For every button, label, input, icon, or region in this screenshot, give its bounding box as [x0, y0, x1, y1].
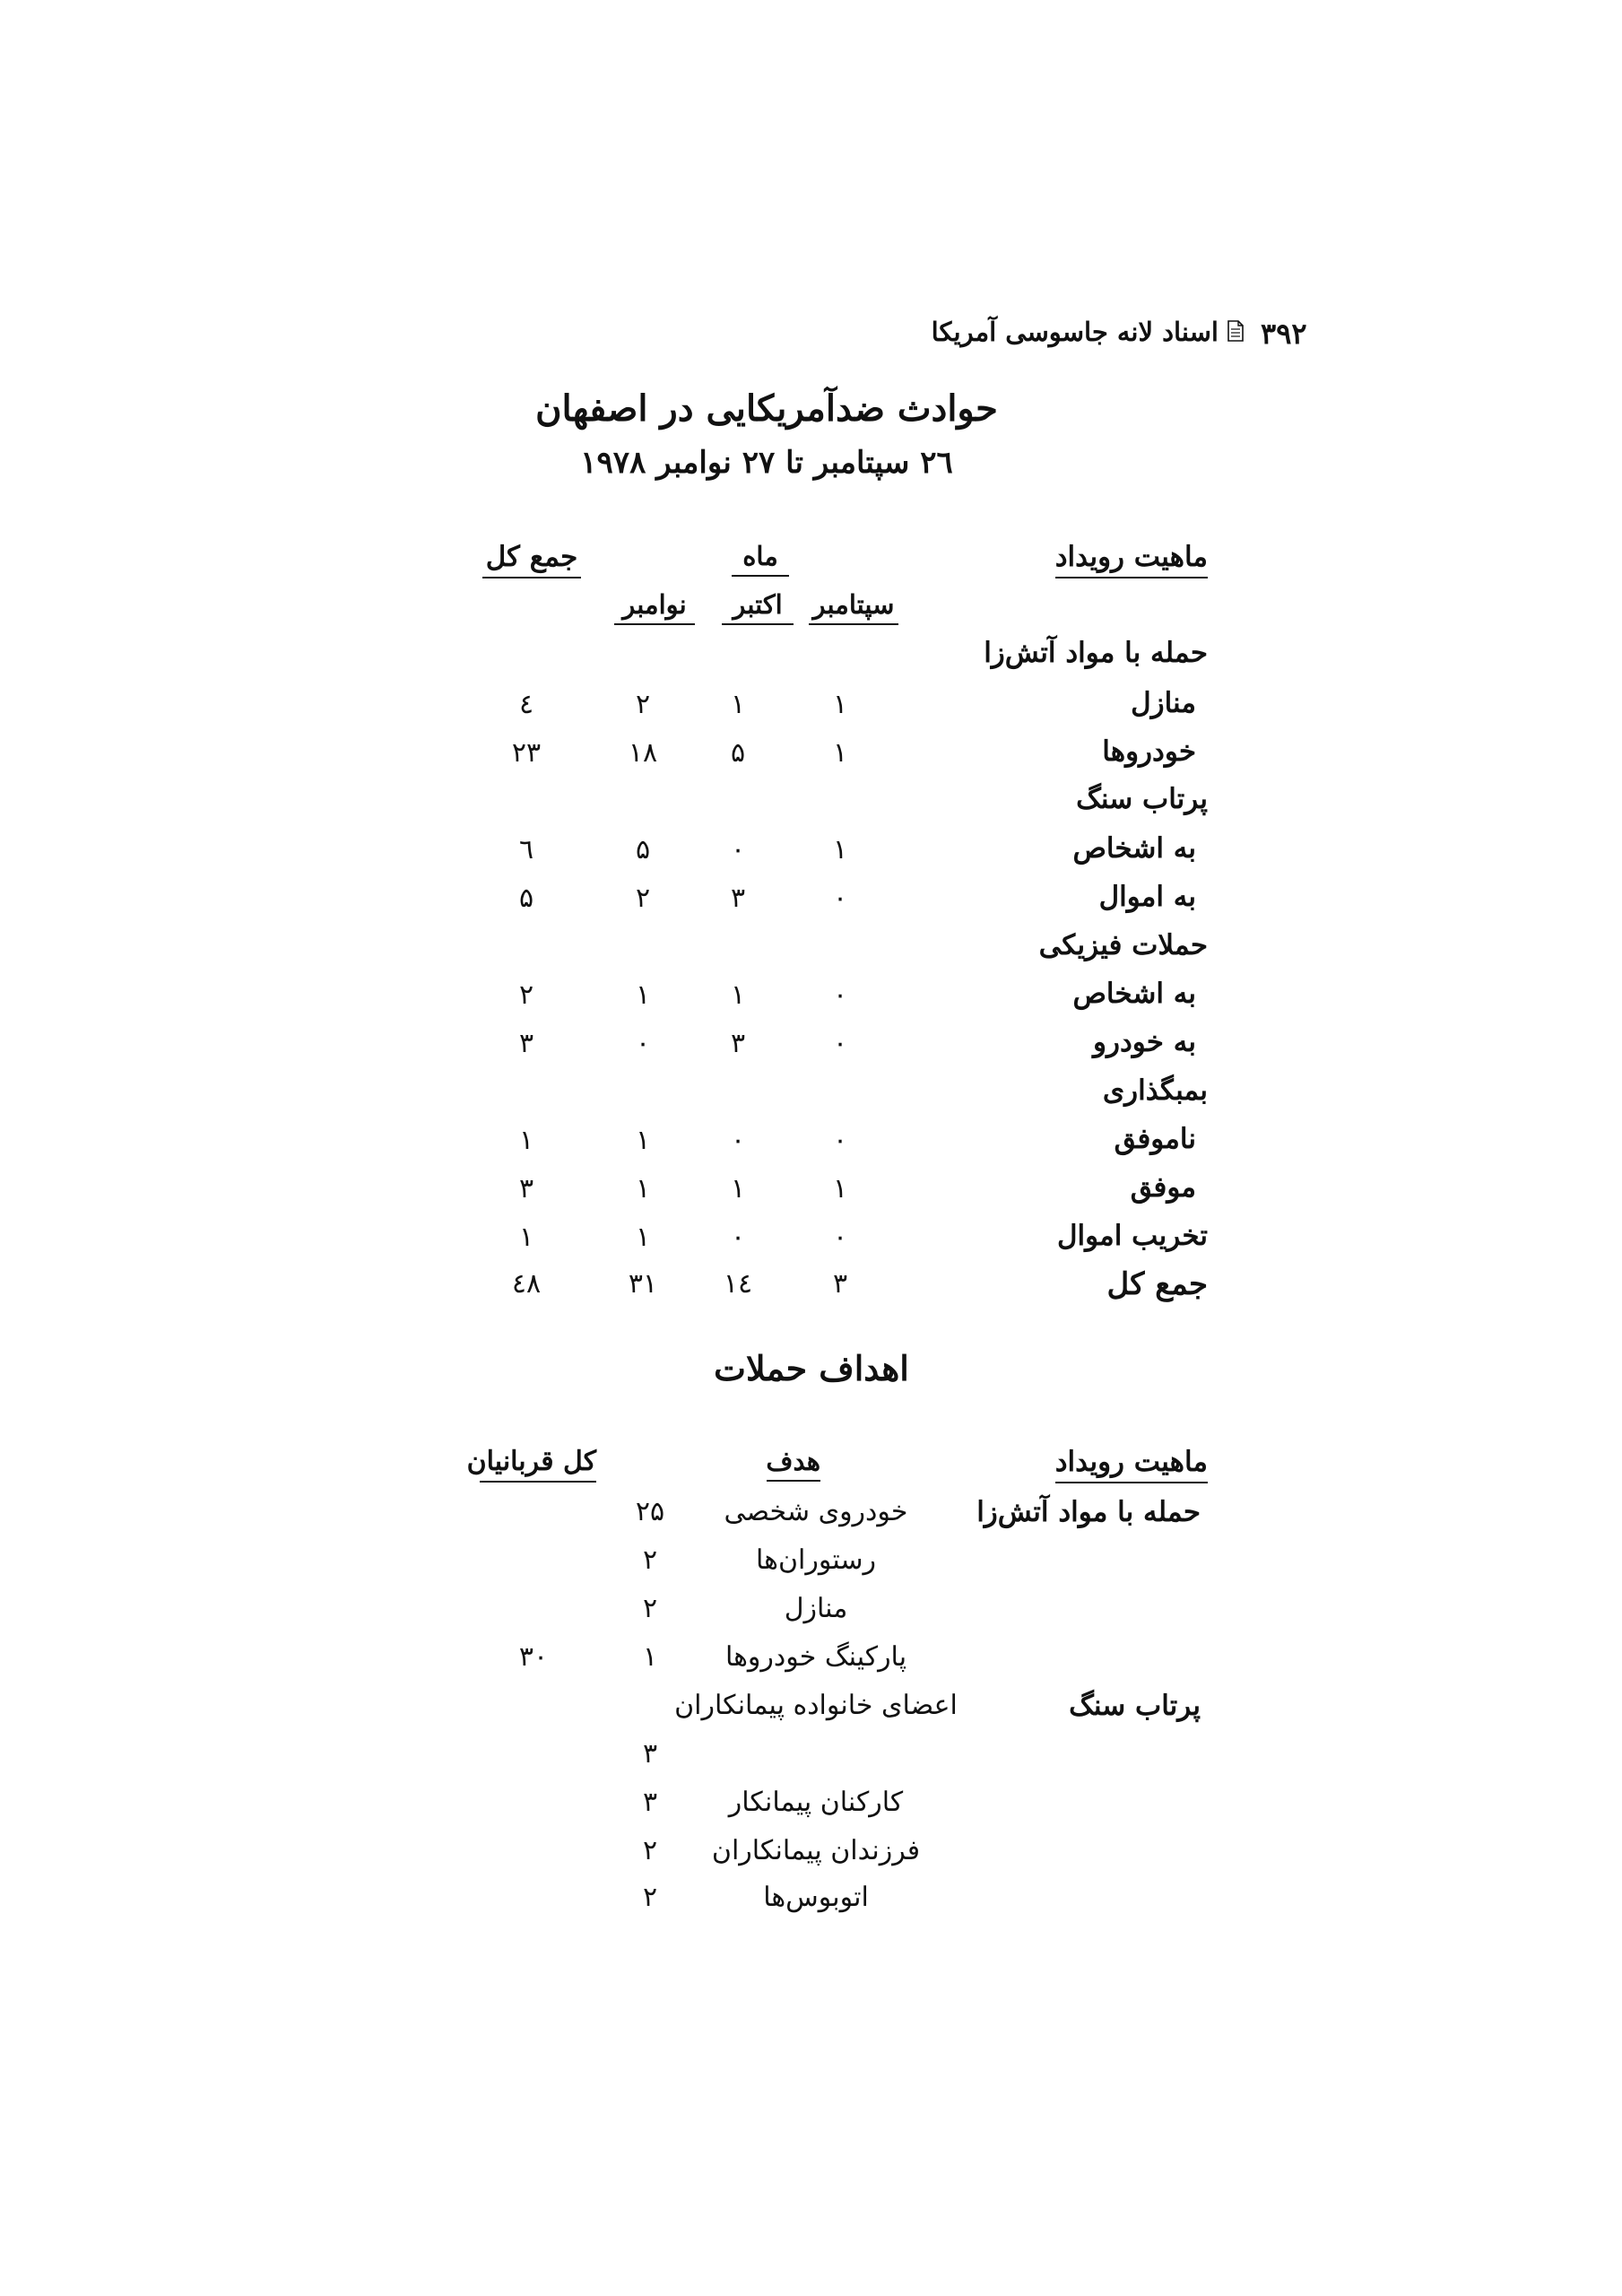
- cell-sep: ۱: [832, 834, 848, 865]
- victims-count: ۳۰: [518, 1641, 549, 1673]
- target-count: ۲: [642, 1544, 658, 1576]
- row-subcategory-label: ناموفق: [1114, 1123, 1196, 1155]
- row-subcategory-label: به اموال: [1098, 881, 1196, 913]
- cell-sep: ۰: [832, 1222, 848, 1253]
- cell-sep: ۰: [832, 979, 848, 1011]
- row-subcategory-label: به اشخاص: [1072, 978, 1196, 1010]
- target-category-label: پرتاب سنگ: [1069, 1690, 1201, 1722]
- target-count: ۱: [642, 1641, 658, 1673]
- row-category-label: جمع کل: [1106, 1266, 1208, 1302]
- cell-nov: ۳۱: [628, 1268, 658, 1300]
- target-count: ۲: [642, 1593, 658, 1624]
- target-name: خودروی شخصی: [724, 1496, 908, 1527]
- target-name: منازل: [784, 1593, 848, 1624]
- target-count: ۳: [642, 1787, 658, 1818]
- cell-total: ۲: [518, 979, 534, 1011]
- target-name: پارکینگ خودروها: [724, 1641, 907, 1673]
- section1-subtitle: ۲٦ سپتامبر تا ۲۷ نوامبر ۱۹۷۸: [580, 445, 953, 481]
- row-subcategory-label: به خودرو: [1093, 1026, 1196, 1058]
- s2-header-victims: کل قربانیان: [480, 1446, 596, 1483]
- running-title: اسناد لانه جاسوسی آمریکا: [931, 317, 1219, 347]
- cell-oct: ۰: [730, 834, 746, 865]
- cell-total: ۲۳: [511, 737, 542, 769]
- cell-total: ۵: [518, 883, 534, 914]
- cell-nov: ۱: [635, 1173, 651, 1205]
- cell-total: ٦: [518, 834, 534, 865]
- cell-sep: ۰: [832, 883, 848, 914]
- cell-nov: ۵: [635, 834, 651, 865]
- cell-sep: ۳: [832, 1268, 848, 1300]
- cell-oct: ۱: [730, 689, 746, 720]
- cell-sep: ۱: [832, 737, 848, 769]
- cell-oct: ۱: [730, 979, 746, 1011]
- cell-nov: ۱: [635, 1222, 651, 1253]
- cell-total: ۳: [518, 1028, 534, 1059]
- cell-sep: ۰: [832, 1028, 848, 1059]
- target-count: ۲۵: [635, 1496, 665, 1527]
- cell-nov: ۱۸: [628, 737, 658, 769]
- header-nature: ماهیت رویداد: [1055, 541, 1208, 578]
- cell-oct: ۳: [730, 883, 746, 914]
- row-subcategory-label: خودروها: [1102, 735, 1196, 768]
- cell-total: ٤۸: [511, 1268, 542, 1300]
- row-subcategory-label: به اشخاص: [1072, 832, 1196, 865]
- cell-total: ۳: [518, 1173, 534, 1205]
- target-name: فرزندان پیمانکاران: [711, 1835, 921, 1866]
- cell-total: ۱: [518, 1125, 534, 1156]
- cell-sep: ۱: [832, 1173, 848, 1205]
- header-september: سپتامبر: [809, 589, 898, 625]
- header-october: اکتبر: [722, 589, 794, 625]
- row-category-label: پرتاب سنگ: [1076, 783, 1208, 815]
- s2-header-nature: ماهیت رویداد: [1055, 1446, 1208, 1483]
- header-month: ماه: [732, 541, 789, 577]
- cell-total: ٤: [518, 689, 534, 720]
- header-november: نوامبر: [614, 589, 695, 625]
- target-category-label: حمله با مواد آتش‌زا: [976, 1496, 1201, 1528]
- row-category-label: حمله با مواد آتش‌زا: [984, 637, 1208, 669]
- target-name: رستوران‌ها: [756, 1544, 876, 1576]
- cell-nov: ۲: [635, 689, 651, 720]
- cell-total: ۱: [518, 1222, 534, 1253]
- target-count: ۲: [642, 1882, 658, 1913]
- target-count: ۳: [642, 1738, 658, 1770]
- document-icon: [1227, 320, 1245, 345]
- cell-oct: ۰: [730, 1222, 746, 1253]
- cell-sep: ۰: [832, 1125, 848, 1156]
- cell-sep: ۱: [832, 689, 848, 720]
- header-total: جمع کل: [482, 541, 581, 578]
- row-subcategory-label: منازل: [1131, 687, 1196, 719]
- target-count: ۲: [642, 1835, 658, 1866]
- row-subcategory-label: موفق: [1130, 1171, 1196, 1204]
- cell-oct: ١٤: [723, 1268, 753, 1300]
- section2-title: اهداف حملات: [714, 1348, 909, 1388]
- row-category-label: بمبگذاری: [1102, 1074, 1208, 1107]
- cell-oct: ۵: [730, 737, 746, 769]
- cell-oct: ۳: [730, 1028, 746, 1059]
- s2-header-target: هدف: [767, 1446, 820, 1482]
- section1-title: حوادث ضدآمریکایی در اصفهان: [535, 387, 998, 430]
- cell-oct: ۰: [730, 1125, 746, 1156]
- cell-nov: ۰: [635, 1028, 651, 1059]
- cell-oct: ۱: [730, 1173, 746, 1205]
- row-category-label: حملات فیزیکی: [1038, 929, 1208, 961]
- cell-nov: ۱: [635, 979, 651, 1011]
- row-category-label: تخریب اموال: [1057, 1220, 1208, 1252]
- page-number: ۳۹۲: [1261, 317, 1307, 351]
- cell-nov: ۲: [635, 883, 651, 914]
- target-name: اعضای خانواده پیمانکاران: [674, 1690, 958, 1721]
- target-name: کارکنان پیمانکار: [728, 1787, 904, 1818]
- cell-nov: ۱: [635, 1125, 651, 1156]
- target-name: اتوبوس‌ها: [763, 1882, 869, 1913]
